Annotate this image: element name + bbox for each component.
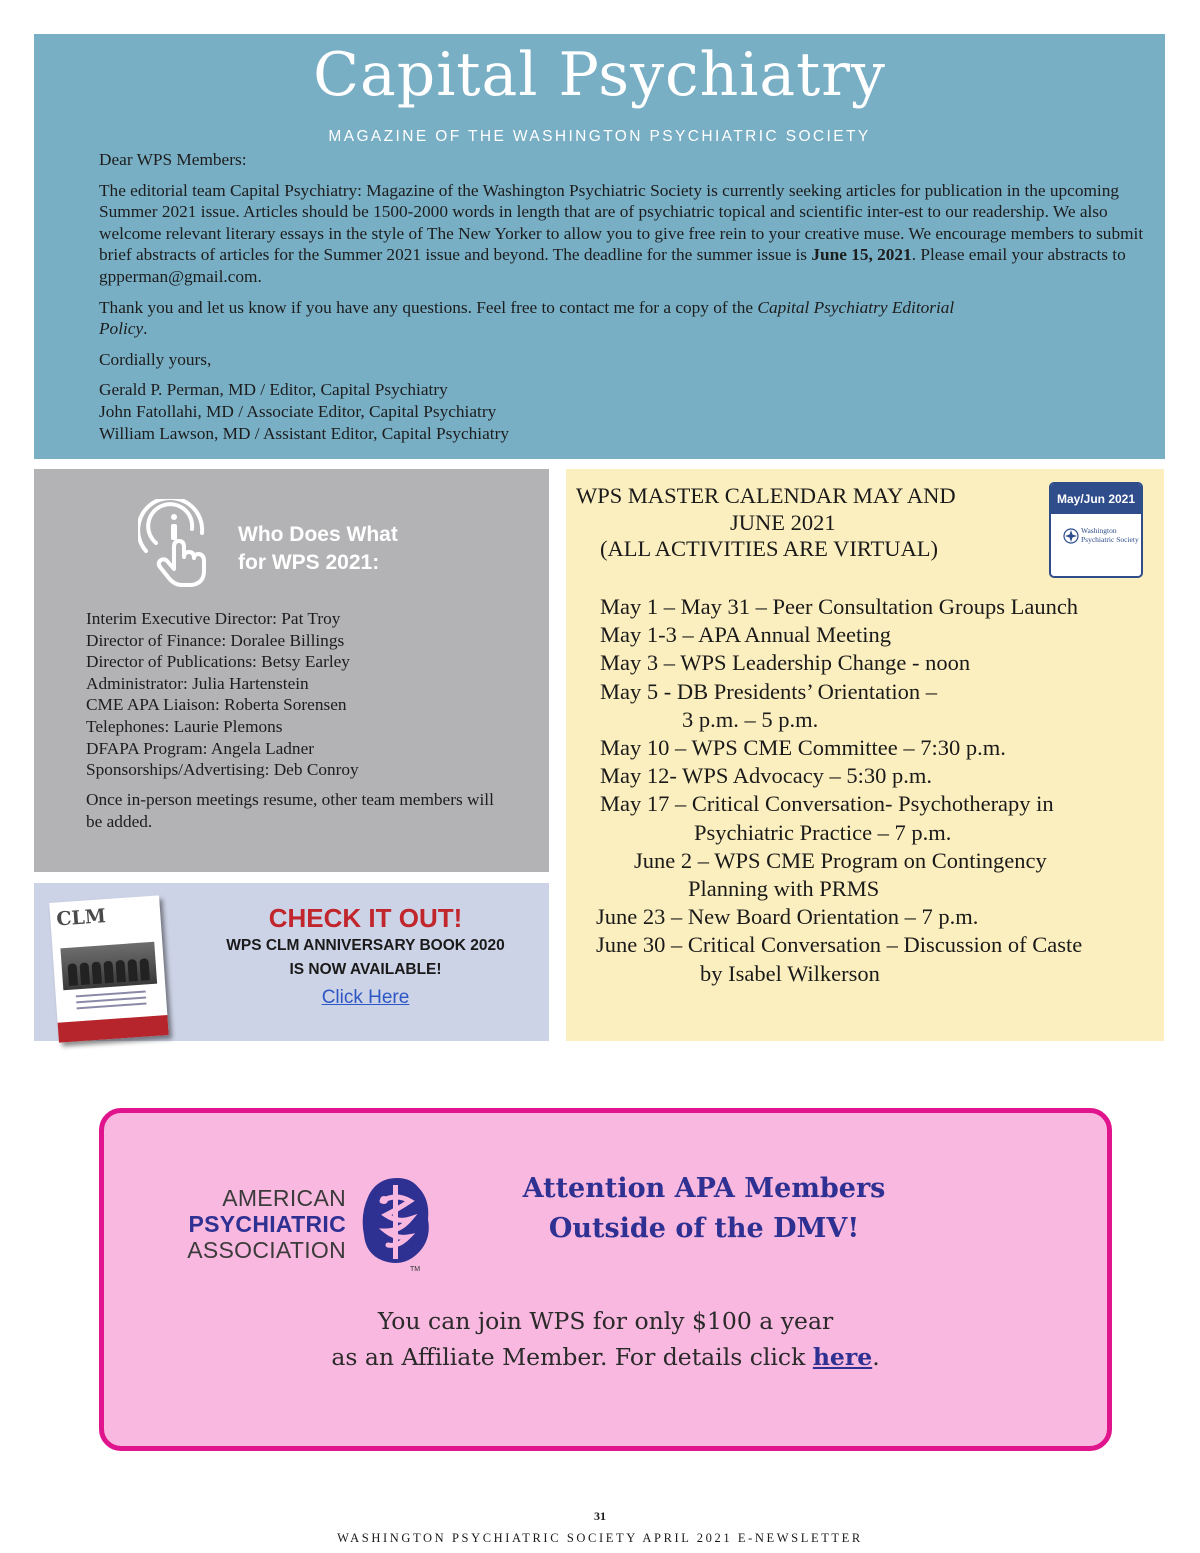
clm-book-title: CLM — [55, 905, 107, 931]
staff-item: CME APA Liaison: Roberta Sorensen — [86, 695, 347, 715]
group-photo — [60, 942, 157, 990]
calendar-event-continuation: by Isabel Wilkerson — [700, 960, 880, 986]
calendar-event: May 1 – May 31 – Peer Consultation Groups Launch — [600, 594, 1079, 619]
apa-logo-line: PSYCHIATRIC — [188, 1211, 346, 1237]
staff-item: DFAPA Program: Angela Ladner — [86, 738, 314, 758]
letter-signature: John Fatollahi, MD / Associate Editor, Capital Psychiatry — [99, 401, 497, 421]
calendar-event: June 30 – Critical Conversation – Discussion of Caste — [596, 932, 1083, 958]
calendar-event: June 2 – WPS CME Program on Contingency — [634, 847, 1047, 873]
cover-red-band — [58, 1015, 169, 1043]
apa-body-line — [104, 1339, 1107, 1375]
who-heading — [238, 521, 398, 577]
staff-item: Telephones: Laurie Plemons — [86, 716, 283, 736]
apa-logo-line: ASSOCIATION — [187, 1237, 346, 1263]
clm-book-cover-image[interactable] — [49, 895, 168, 1042]
calendar-event: May 3 – WPS Leadership Change - noon — [600, 650, 971, 676]
calendar-event: May 17 – Critical Conversation- Psychotherapy in — [600, 791, 1054, 817]
apa-body-end: . — [872, 1343, 880, 1371]
apa-logo-line: AMERICAN — [222, 1185, 346, 1211]
calendar-event-continuation: Psychiatric Practice – 7 p.m. — [694, 819, 952, 845]
who-heading-line: for WPS 2021: — [238, 551, 380, 574]
staff-item: Interim Executive Director: Pat Troy — [86, 609, 341, 628]
who-note: Once in-person meetings resume, other team members will be added. — [86, 790, 494, 831]
masthead-subtitle: MAGAZINE OF THE WASHINGTON PSYCHIATRIC SOCIETY — [328, 128, 871, 145]
clm-announcement-line: IS NOW AVAILABLE! — [289, 961, 442, 978]
apa-heading — [504, 1169, 904, 1249]
clm-announcement-line: WPS CLM ANNIVERSARY BOOK 2020 — [226, 937, 505, 954]
letter-signature: William Lawson, MD / Assistant Editor, Capital Psychiatry — [99, 423, 509, 443]
calendar-event-list — [596, 593, 1160, 988]
calendar-event: June 23 – New Board Orientation – 7 p.m. — [596, 904, 979, 930]
clm-book-panel — [34, 883, 549, 1041]
staff-item: Director of Publications: Betsy Earley — [86, 652, 350, 672]
calendar-event-continuation: 3 p.m. – 5 p.m. — [682, 706, 819, 732]
capital-psychiatry-panel — [34, 34, 1165, 459]
calendar-event: May 10 – WPS CME Committee – 7:30 p.m. — [600, 735, 1006, 761]
calendar-event: May 1-3 – APA Annual Meeting — [600, 622, 892, 648]
calendar-title-line: JUNE 2021 — [730, 509, 836, 535]
staff-list — [86, 608, 526, 781]
calendar-title — [576, 483, 1046, 563]
staff-item: Director of Finance: Doralee Billings — [86, 630, 345, 650]
touch-info-icon — [138, 499, 216, 587]
clm-click-here-link[interactable]: Click Here — [321, 987, 410, 1008]
apa-heading-line: Attention APA Members — [522, 1173, 886, 1204]
apa-caduceus-icon — [358, 1175, 432, 1267]
letter-thanks-text: Thank you and let us know if you have any questions. Feel free to contact me for a copy of the — [99, 297, 758, 317]
letter-thanks — [99, 297, 979, 340]
apa-affiliate-panel — [99, 1108, 1112, 1451]
staff-item: Administrator: Julia Hartenstein — [86, 673, 309, 693]
letter-body — [99, 180, 1149, 288]
letter-salutation: Dear WPS Members: — [99, 150, 247, 169]
editor-letter — [99, 149, 1149, 444]
apa-trademark: TM — [410, 1266, 421, 1273]
calendar-event: May 12- WPS Advocacy – 5:30 p.m. — [600, 763, 933, 789]
letter-signature: Gerald P. Perman, MD / Editor, Capital Psychiatry — [99, 380, 448, 400]
wps-seal-icon — [1063, 528, 1079, 544]
who-heading-line: Who Does What — [238, 523, 398, 546]
page-number: 31 — [594, 1509, 606, 1523]
who-does-what-panel — [34, 469, 549, 872]
calendar-badge-label: May/Jun 2021 — [1051, 484, 1141, 514]
letter-closing: Cordially yours, — [99, 349, 212, 369]
apa-logo-wordmark — [166, 1185, 346, 1263]
letter-body-text: The editorial team Capital Psychiatry: Magazine of the Washington Psychiatric Society is currently seeking articles for publication in the upcoming Summer 2021 issue. Articles should be 1500-2000 words in length that are of psychiatric topical and scientific inter-est to our readership. We also welcome relevant literary essays in the style of The New Yorker to allow you to give free rein to your creative muse. We encourage members to submit brief abstracts of articles for the Summer 2021 issue and beyond. The deadline for the summer issue is — [99, 180, 1144, 265]
calendar-badge — [1049, 482, 1143, 578]
master-calendar-panel — [566, 469, 1164, 1041]
apa-body-text: as an Affiliate Member. For details click — [331, 1343, 813, 1371]
check-it-out-heading: CHECK IT OUT! — [268, 903, 463, 933]
calendar-event: May 5 - DB Presidents’ Orientation – — [600, 678, 938, 704]
apa-here-link[interactable]: here — [812, 1343, 873, 1371]
cover-text-lines — [76, 991, 147, 1014]
newsletter-footer: WASHINGTON PSYCHIATRIC SOCIETY APRIL 2021 E-NEWSLETTER — [337, 1531, 863, 1545]
calendar-event-continuation: Planning with PRMS — [688, 876, 880, 902]
letter-thanks-end: . — [143, 319, 148, 339]
apa-body — [104, 1303, 1107, 1375]
calendar-title-line: (ALL ACTIVITIES ARE VIRTUAL) — [600, 536, 938, 561]
masthead-title: Capital Psychiatry — [313, 40, 886, 110]
badge-org-line: Psychiatric Society — [1081, 535, 1139, 544]
apa-body-line: You can join WPS for only $100 a year — [377, 1307, 834, 1335]
letter-body-email: . Please email your abstracts to gpperman@gmail.com. — [99, 245, 1126, 286]
clm-announcement — [204, 934, 527, 982]
apa-heading-line: Outside of the DMV! — [548, 1213, 860, 1244]
calendar-title-line: WPS MASTER CALENDAR MAY AND — [576, 483, 956, 508]
letter-policy-title: Capital Psychiatry Editorial Policy — [99, 297, 955, 339]
staff-item: Sponsorships/Advertising: Deb Conroy — [86, 760, 359, 780]
calendar-badge-org — [1081, 526, 1139, 544]
letter-deadline: June 15, 2021 — [811, 245, 912, 265]
badge-org-line: Washington — [1081, 526, 1117, 535]
